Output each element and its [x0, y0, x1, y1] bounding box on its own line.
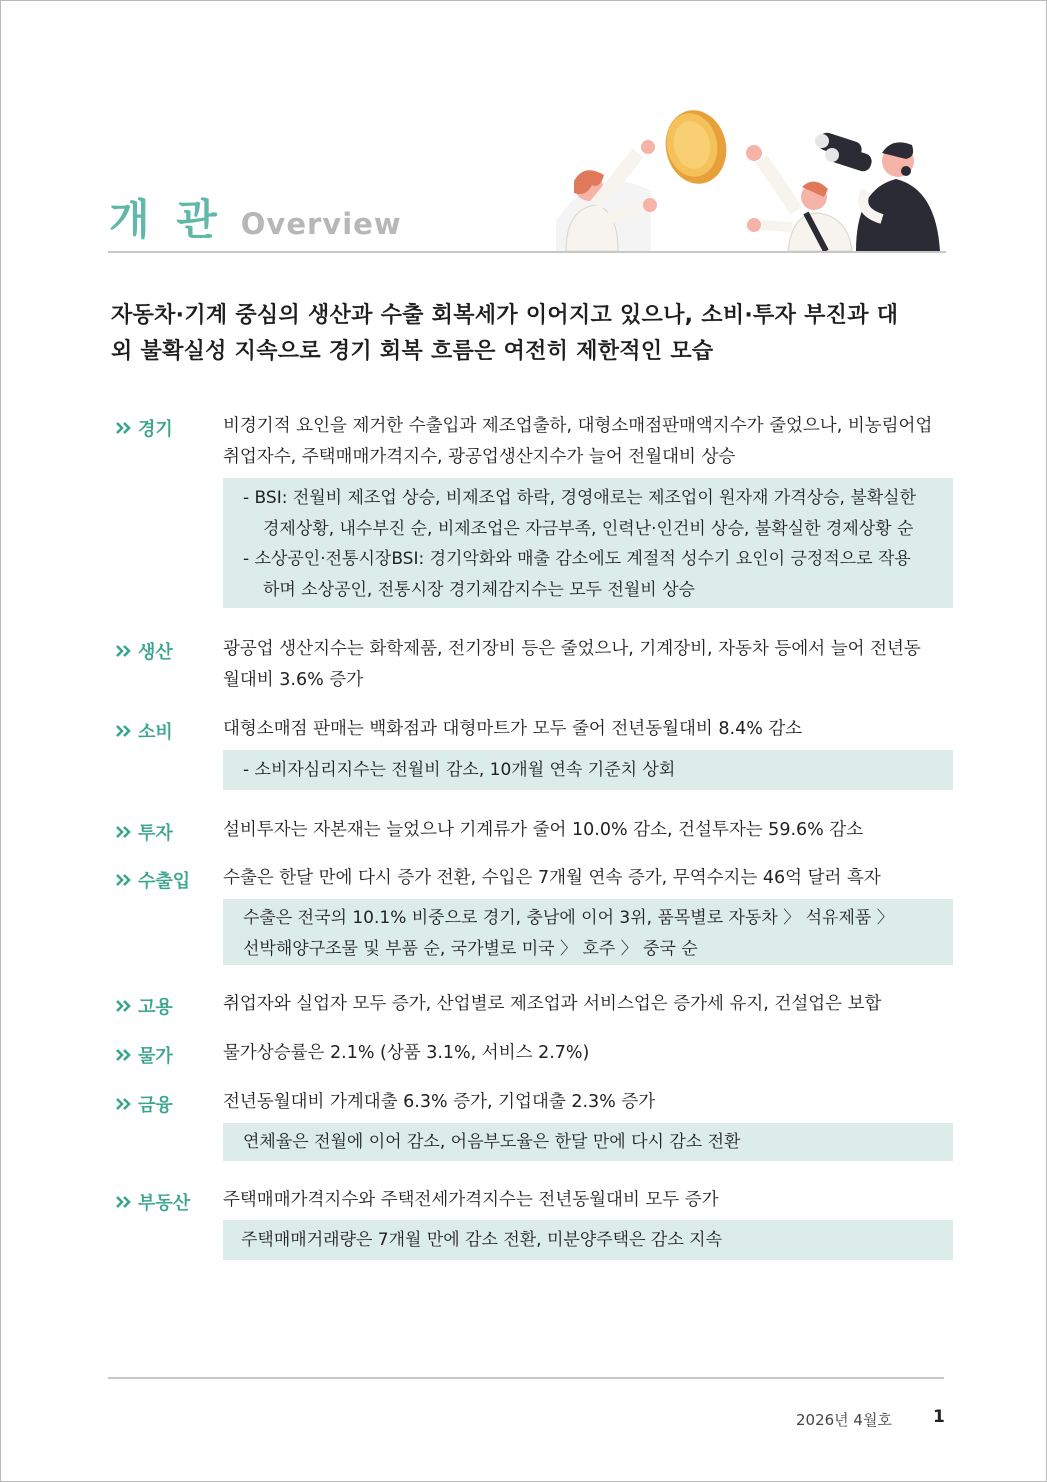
- section-label-text: 투자: [138, 823, 173, 844]
- section-label-text: 경기: [138, 419, 173, 440]
- text-line: 월대비 3.6% 증가: [223, 670, 364, 690]
- note-box-consumption: [223, 750, 953, 790]
- text-line: 물가상승률은 2.1% (상품 3.1%, 서비스 2.7%): [223, 1043, 590, 1063]
- title-korean: 개 관: [109, 195, 223, 244]
- section-label-consumption: [116, 718, 173, 744]
- text-line: 대형소매점 판매는 백화점과 대형마트가 모두 줄어 전년동월대비 8.4% 감소: [223, 719, 803, 739]
- section-text-investment: [223, 815, 957, 846]
- section-label-text: 생산: [138, 642, 173, 663]
- double-chevron-right-icon: [116, 1049, 132, 1061]
- note-line: 수출은 전국의 10.1% 비중으로 경기, 충남에 이어 3위, 품목별로 자동차 〉 석유제품 〉: [243, 908, 894, 928]
- note-box-economy: [223, 478, 953, 608]
- double-chevron-right-icon: [116, 826, 132, 838]
- headline-line-2: 외 불확실성 지속으로 경기 회복 흐름은 여전히 제한적인 모습: [111, 339, 714, 364]
- double-chevron-right-icon: [116, 1000, 132, 1012]
- double-chevron-right-icon: [116, 645, 132, 657]
- headline: [111, 298, 951, 370]
- note-line: 선박해양구조물 및 부품 순, 국가별로 미국 〉 호주 〉 중국 순: [243, 938, 698, 959]
- section-label-employment: [116, 993, 173, 1019]
- economy-illustration: [556, 101, 951, 253]
- text-line: 비경기적 요인을 제거한 수출입과 제조업출하, 대형소매점판매액지수가 줄었으나, 비농림어업: [223, 416, 933, 436]
- note-box-finance: [223, 1123, 953, 1161]
- section-label-investment: [116, 819, 173, 845]
- section-text-economy: [223, 411, 957, 473]
- note-line: - 소상공인·전통시장BSI: 경기악화와 매출 감소에도 계절적 성수기 요인이 긍정적으로 작용: [243, 549, 911, 569]
- footer-issue-date: 2026년 4월호: [796, 1411, 892, 1429]
- note-line: 하며 소상공인, 전통시장 경기체감지수는 모두 전월비 상승: [263, 579, 695, 600]
- title-english: Overview: [240, 207, 402, 241]
- section-label-trade: [116, 867, 190, 893]
- section-label-finance: [116, 1091, 173, 1117]
- section-text-employment: [223, 989, 957, 1020]
- double-chevron-right-icon: [116, 422, 132, 434]
- section-text-real-estate: [223, 1185, 957, 1216]
- section-label-text: 수출입: [138, 871, 191, 892]
- double-chevron-right-icon: [116, 874, 132, 886]
- header-divider: [108, 251, 946, 253]
- section-label-production: [116, 638, 173, 664]
- section-text-prices: [223, 1038, 957, 1069]
- note-line: 연체율은 전월에 이어 감소, 어음부도율은 한달 만에 다시 감소 전환: [243, 1132, 741, 1152]
- footer-divider: [108, 1377, 944, 1379]
- section-label-text: 소비: [138, 722, 173, 743]
- note-box-real-estate: [223, 1220, 953, 1260]
- section-label-text: 물가: [138, 1046, 173, 1067]
- section-text-trade: [223, 863, 957, 894]
- coin-icon: [659, 105, 733, 190]
- text-line: 주택매매가격지수와 주택전세가격지수는 전년동월대비 모두 증가: [223, 1190, 719, 1210]
- section-text-production: [223, 634, 957, 696]
- note-line: - BSI: 전월비 제조업 상승, 비제조업 하락, 경영애로는 제조업이 원자재 가격상승, 불확실한: [243, 488, 917, 508]
- text-line: 취업자와 실업자 모두 증가, 산업별로 제조업과 서비스업은 증가세 유지, 건설업은 보합: [223, 994, 882, 1014]
- text-line: 전년동월대비 가계대출 6.3% 증가, 기업대출 2.3% 증가: [223, 1092, 656, 1112]
- text-line: 광공업 생산지수는 화학제품, 전기장비 등은 줄었으나, 기계장비, 자동차 등에서 늘어 전년동: [223, 639, 921, 659]
- section-label-text: 금융: [138, 1095, 173, 1116]
- double-chevron-right-icon: [116, 1098, 132, 1110]
- double-chevron-right-icon: [116, 1196, 132, 1208]
- note-line: - 소비자심리지수는 전월비 감소, 10개월 연속 기준치 상회: [243, 760, 676, 780]
- text-line: 수출은 한달 만에 다시 증가 전환, 수입은 7개월 연속 증가, 무역수지는 46억 달러 흑자: [223, 868, 881, 888]
- section-label-text: 고용: [138, 997, 173, 1018]
- note-box-trade: [223, 899, 953, 965]
- text-line: 설비투자는 자본재는 늘었으나 기계류가 줄어 10.0% 감소, 건설투자는 59.6% 감소: [223, 820, 864, 840]
- text-line: 취업자수, 주택매매가격지수, 광공업생산지수가 늘어 전월대비 상승: [223, 447, 736, 467]
- note-line: 주택매매거래량은 7개월 만에 감소 전환, 미분양주택은 감소 지속: [241, 1230, 723, 1250]
- section-text-consumption: [223, 714, 957, 745]
- section-label-text: 부동산: [138, 1193, 191, 1214]
- page-heading: [109, 187, 402, 247]
- double-chevron-right-icon: [116, 725, 132, 737]
- section-label-prices: [116, 1042, 173, 1068]
- section-label-economy: [116, 415, 173, 441]
- page-number: 1: [933, 1407, 945, 1427]
- headline-line-1: 자동차·기계 중심의 생산과 수출 회복세가 이어지고 있으나, 소비·투자 부진과 대: [111, 303, 899, 328]
- section-text-finance: [223, 1087, 957, 1118]
- section-label-real-estate: [116, 1189, 190, 1215]
- note-line: 경제상황, 내수부진 순, 비제조업은 자금부족, 인력난·인건비 상승, 불확실한 경제상황 순: [263, 518, 914, 539]
